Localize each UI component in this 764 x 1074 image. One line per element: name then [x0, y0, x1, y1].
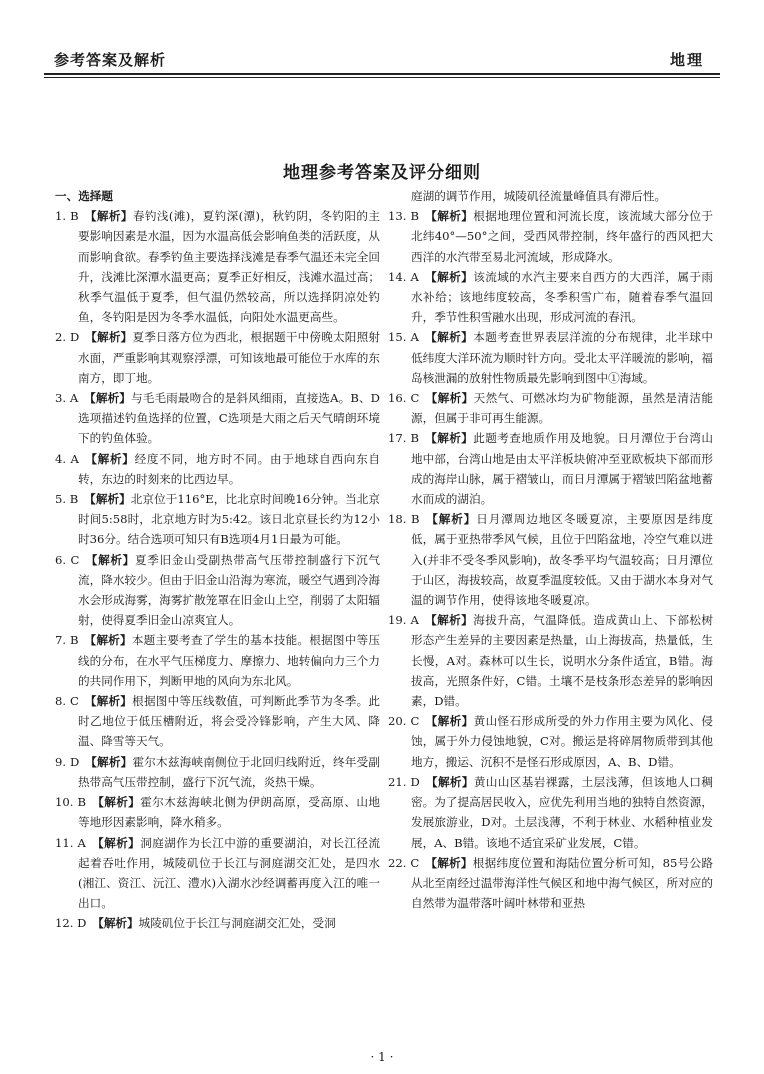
answer-explanation: 春钓浅(滩)，夏钓深(潭)，秋钓阴，冬钓阳的主要影响因素是水温，因为水温高低会影响鱼类的活跃度，从而影响食欲。春季钓鱼主要选择浅滩是春季气温还未完全回升，浅滩比深潭水温更高；夏季正好相反，浅滩水温过高；秋季气温低于夏季，但气温仍然较高，所以选择阴凉处钓鱼，冬钓阳是因为冬季水温低，向阳处水温更高些。 — [78, 209, 380, 325]
answer-explanation: 根据地理位置和河流长度，该流域大部分位于北纬40°—50°之间，受西风带控制，终年盛行的西风把大西洋的水汽带至易北河流域，形成降水。 — [411, 209, 713, 264]
answer-item — [388, 206, 713, 267]
analysis-tag: 【解析】 — [84, 209, 133, 224]
answer-label: 19. A — [388, 613, 419, 628]
answer-explanation: 霍尔木兹海峡南侧位于北回归线附近，终年受副热带高气压带控制，盛行下沉气流，炎热干燥。 — [78, 754, 380, 789]
page-title: 地理参考答案及评分细则 — [283, 163, 481, 183]
answer-label: 7. B — [55, 633, 79, 648]
answer-label: 2. D — [55, 330, 80, 345]
answer-label: 15. A — [388, 330, 419, 345]
answer-item — [55, 206, 380, 327]
answer-item — [55, 388, 380, 449]
analysis-tag: 【解析】 — [424, 613, 474, 628]
analysis-tag: 【解析】 — [84, 492, 131, 507]
answer-explanation: 本题考查世界表层洋流的分布规律，北半球中低纬度大洋环流为顺时针方向。受北太平洋暖流的影响，福岛核泄漏的放射性物质最先影响到图中①海域。 — [411, 330, 713, 385]
analysis-tag: 【解析】 — [425, 512, 477, 527]
analysis-tag: 【解析】 — [91, 835, 141, 850]
analysis-tag: 【解析】 — [425, 714, 474, 729]
answer-explanation: 海拔升高，气温降低。造成黄山上、下部松树形态产生差异的主要因素是热量，山上海拔高，热量低，生长慢，A对。森林可以生长，说明水分条件适宜，B错。海拔高，光照条件好，C错。土壤不是枝条形态差异的影响因素，D错。 — [411, 613, 713, 709]
answer-item — [55, 691, 380, 752]
analysis-tag: 【解析】 — [85, 330, 133, 345]
answer-item — [388, 267, 713, 328]
header-rule-thin — [44, 77, 720, 78]
answer-explanation: 夏季旧金山受副热带高气压带控制盛行下沉气流，降水较少。但由于旧金山沿海为寒流，暖空气遇到冷海水会形成海雾，海雾扩散笼罩在旧金山上空，削弱了太阳辐射，使得夏季旧金山凉爽宜人。 — [78, 552, 380, 628]
answer-explanation: 北京位于116°E，比北京时间晚16分钟。当北京时间5:58时，北京地方时为5:42。该日北京昼长约为12小时36分。结合选项可知只有B选项4月1日最为可能。 — [78, 492, 380, 547]
answer-explanation: 根据图中等压线数值，可判断此季节为冬季。此时乙地位于低压槽附近，将会受冷锋影响，产生大风、降温、降雪等天气。 — [78, 694, 380, 749]
answer-item — [388, 388, 713, 428]
analysis-tag: 【解析】 — [85, 552, 135, 567]
answer-explanation: 此题考查地质作用及地貌。日月潭位于台湾山地中部，台湾山地是由太平洋板块俯冲至亚欧板块下部而形成的海岸山脉，属于褶皱山，而日月潭属于褶皱凹陷盆地蓄水而成的湖泊。 — [411, 431, 713, 507]
answer-item — [55, 550, 380, 631]
answer-explanation: 洞庭湖作为长江中游的重要湖泊，对长江径流起着吞吐作用，城陵矶位于长江与洞庭湖交汇处，是四水(湘江、资江、沅江、澧水)入湖水沙经调蓄再度入江的唯一出口。 — [78, 835, 380, 911]
right-column — [388, 186, 713, 913]
answer-item — [55, 449, 380, 489]
answer-label: 8. C — [55, 694, 79, 709]
answer-label: 11. A — [55, 835, 86, 850]
answer-explanation: 夏季日落方位为西北，根据题干中傍晚太阳照射水面，严重影响其观察浮漂，可知该地最可能位于水库的东南方，即丁地。 — [78, 330, 380, 385]
answer-label: 21. D — [388, 774, 420, 789]
answer-item — [388, 711, 713, 772]
answer-item — [388, 327, 713, 388]
answer-explanation: 本题主要考查了学生的基本技能。根据图中等压线的分布，在水平气压梯度力、摩擦力、地转偏向力三个力的共同作用下，判断甲地的风向为东北风。 — [78, 633, 380, 688]
analysis-tag: 【解析】 — [85, 754, 133, 769]
answer-explanation: 霍尔木兹海峡北侧为伊朗高原，受高原、山地等地形因素影响，降水稍多。 — [78, 795, 380, 830]
header-subject: 地理 — [669, 51, 704, 69]
answer-label: 13. B — [388, 209, 420, 224]
answer-label: 10. B — [55, 795, 87, 810]
answer-label: 1. B — [55, 209, 79, 224]
answer-label: 9. D — [55, 754, 80, 769]
answer-item — [55, 630, 380, 691]
answer-explanation: 黄山山区基岩裸露，土层浅薄，但该地人口稠密。为了提高居民收入，应优先利用当地的独特自然资源，发展旅游业，D对。土层浅薄，不利于林业、水稻种植业发展，A、B错。该地不适宜采矿业发展，C错。 — [411, 774, 713, 850]
analysis-tag: 【解析】 — [91, 795, 141, 810]
header-rule-thick — [44, 73, 720, 75]
answer-item — [388, 772, 713, 853]
answer-item — [388, 509, 713, 610]
header-left-title: 参考答案及解析 — [54, 51, 167, 69]
answer-label: 14. A — [388, 269, 419, 284]
analysis-tag: 【解析】 — [424, 269, 474, 284]
answer-label: 5. B — [55, 492, 79, 507]
answer-item — [388, 610, 713, 711]
analysis-tag: 【解析】 — [92, 916, 139, 931]
answer-label: 20. C — [388, 714, 420, 729]
answer-label: 16. C — [388, 391, 420, 406]
answer-item — [55, 913, 380, 933]
left-column — [55, 186, 380, 934]
analysis-tag: 【解析】 — [425, 774, 474, 789]
analysis-tag: 【解析】 — [424, 330, 474, 345]
analysis-tag: 【解析】 — [425, 391, 474, 406]
answer-item — [55, 752, 380, 792]
answer-explanation: 经度不同，地方时不同。由于地球自西向东自转，东边的时刻来的比西边早。 — [78, 451, 380, 486]
answer-item — [55, 833, 380, 914]
continued-text: 庭湖的调节作用，城陵矶径流量峰值具有滞后性。 — [411, 189, 667, 203]
analysis-tag: 【解析】 — [84, 694, 133, 709]
analysis-tag: 【解析】 — [425, 855, 473, 870]
answer-explanation: 与毛毛雨最吻合的是斜风细雨，直接选A。B、D选项描述钓鱼选择的位置，C选项是大雨之后天气晴朗环境下的钓鱼体验。 — [78, 391, 380, 446]
answer-explanation: 日月潭周边地区冬暖夏凉，主要原因是纬度低，属于亚热带季风气候，且位于凹陷盆地，冷空气难以进入(并非不受冬季风影响)，故冬季平均气温较高；日月潭位于山区，海拔较高，故夏季温度较低。又由于湖水本身对气温的调节作用，使得该地冬暖夏凉。 — [411, 512, 713, 608]
answer-label: 12. D — [55, 916, 87, 931]
section-heading: 一、选择题 — [55, 189, 113, 203]
answer-item — [55, 792, 380, 832]
answer-label: 18. B — [388, 512, 420, 527]
answer-label: 17. B — [388, 431, 420, 446]
analysis-tag: 【解析】 — [84, 451, 135, 466]
analysis-tag: 【解析】 — [424, 209, 474, 224]
answer-item — [388, 853, 713, 914]
answer-label: 3. A — [55, 391, 79, 406]
answer-explanation: 天然气、可燃冰均为矿物能源，虽然是清洁能源，但属于非可再生能源。 — [411, 391, 713, 426]
answer-item — [55, 327, 380, 388]
answer-explanation: 根据纬度位置和海陆位置分析可知，85号公路从北至南经过温带海洋性气候区和地中海气候区，所对应的自然带为温带落叶阔叶林带和亚热 — [411, 855, 713, 911]
answer-label: 22. C — [388, 855, 420, 870]
answer-explanation: 该流域的水汽主要来自西方的大西洋，属于雨水补给；该地纬度较高，冬季积雪广布，随着春季气温回升，季节性积雪融水出现，形成河流的春汛。 — [411, 269, 713, 325]
page-number: · 1 · — [370, 1050, 394, 1064]
answer-explanation: 城陵矶位于长江与洞庭湖交汇处，受洞 — [138, 916, 336, 931]
analysis-tag: 【解析】 — [84, 391, 132, 406]
analysis-tag: 【解析】 — [424, 431, 474, 446]
answer-item — [55, 489, 380, 550]
answer-label: 6. C — [55, 552, 80, 567]
analysis-tag: 【解析】 — [84, 633, 132, 648]
answer-item — [388, 428, 713, 509]
answer-label: 4. A — [55, 451, 79, 466]
answer-explanation: 黄山怪石形成所受的外力作用主要为风化、侵蚀，属于外力侵蚀地貌，C对。搬运是将碎屑物质带到其他地方，搬运、沉积不是怪石形成原因，A、B、D错。 — [411, 714, 713, 769]
